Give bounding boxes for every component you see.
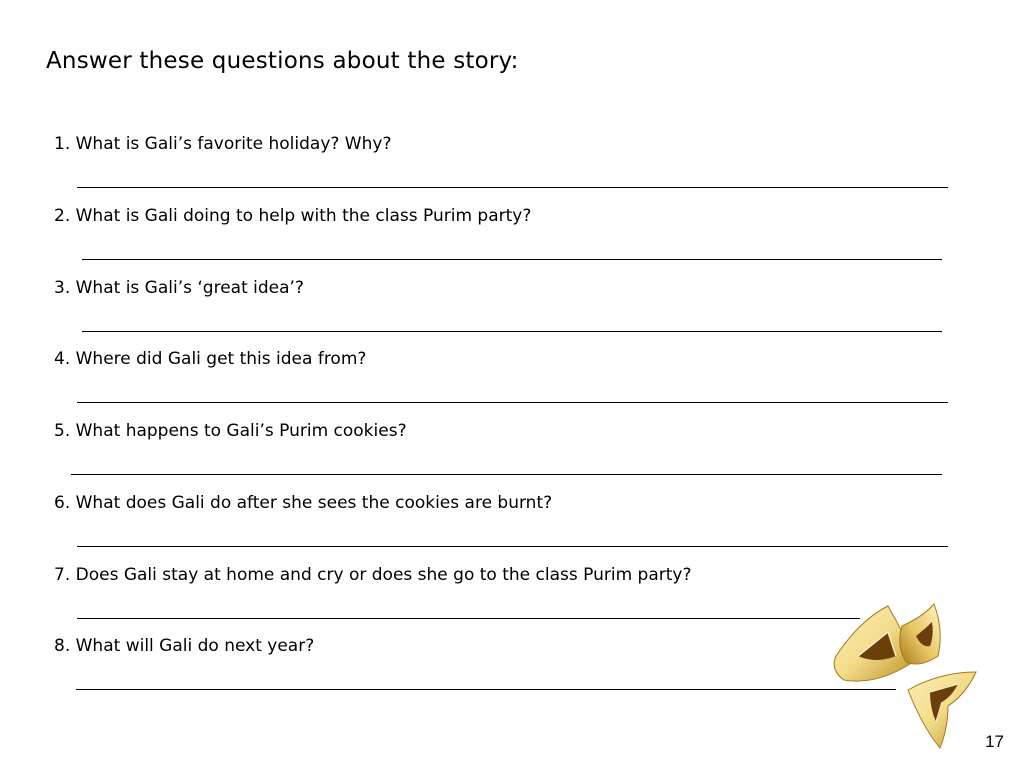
question-3: 3. What is Gali’s ‘great idea’? [54, 278, 304, 298]
question-4: 4. Where did Gali get this idea from? [54, 349, 367, 369]
worksheet-heading: Answer these questions about the story: [46, 48, 519, 74]
question-1: 1. What is Gali’s favorite holiday? Why? [54, 134, 392, 154]
hamantaschen-image [830, 598, 980, 750]
answer-line-5[interactable] [71, 474, 942, 475]
answer-line-7[interactable] [77, 618, 860, 619]
answer-line-6[interactable] [77, 546, 948, 547]
question-2: 2. What is Gali doing to help with the class Purim party? [54, 206, 532, 226]
answer-line-2[interactable] [82, 259, 942, 260]
question-6: 6. What does Gali do after she sees the cookies are burnt? [54, 493, 553, 513]
question-8: 8. What will Gali do next year? [54, 636, 315, 656]
answer-line-8[interactable] [76, 689, 896, 690]
answer-line-1[interactable] [77, 187, 948, 188]
page-number: 17 [985, 732, 1004, 751]
cookie-bottom-right [908, 672, 976, 748]
cookie-top-right [900, 604, 941, 664]
question-5: 5. What happens to Gali’s Purim cookies? [54, 421, 407, 441]
hamantaschen-cookies-icon [830, 598, 980, 750]
question-7: 7. Does Gali stay at home and cry or does she go to the class Purim party? [54, 565, 692, 585]
answer-line-3[interactable] [82, 331, 942, 332]
answer-line-4[interactable] [77, 402, 948, 403]
